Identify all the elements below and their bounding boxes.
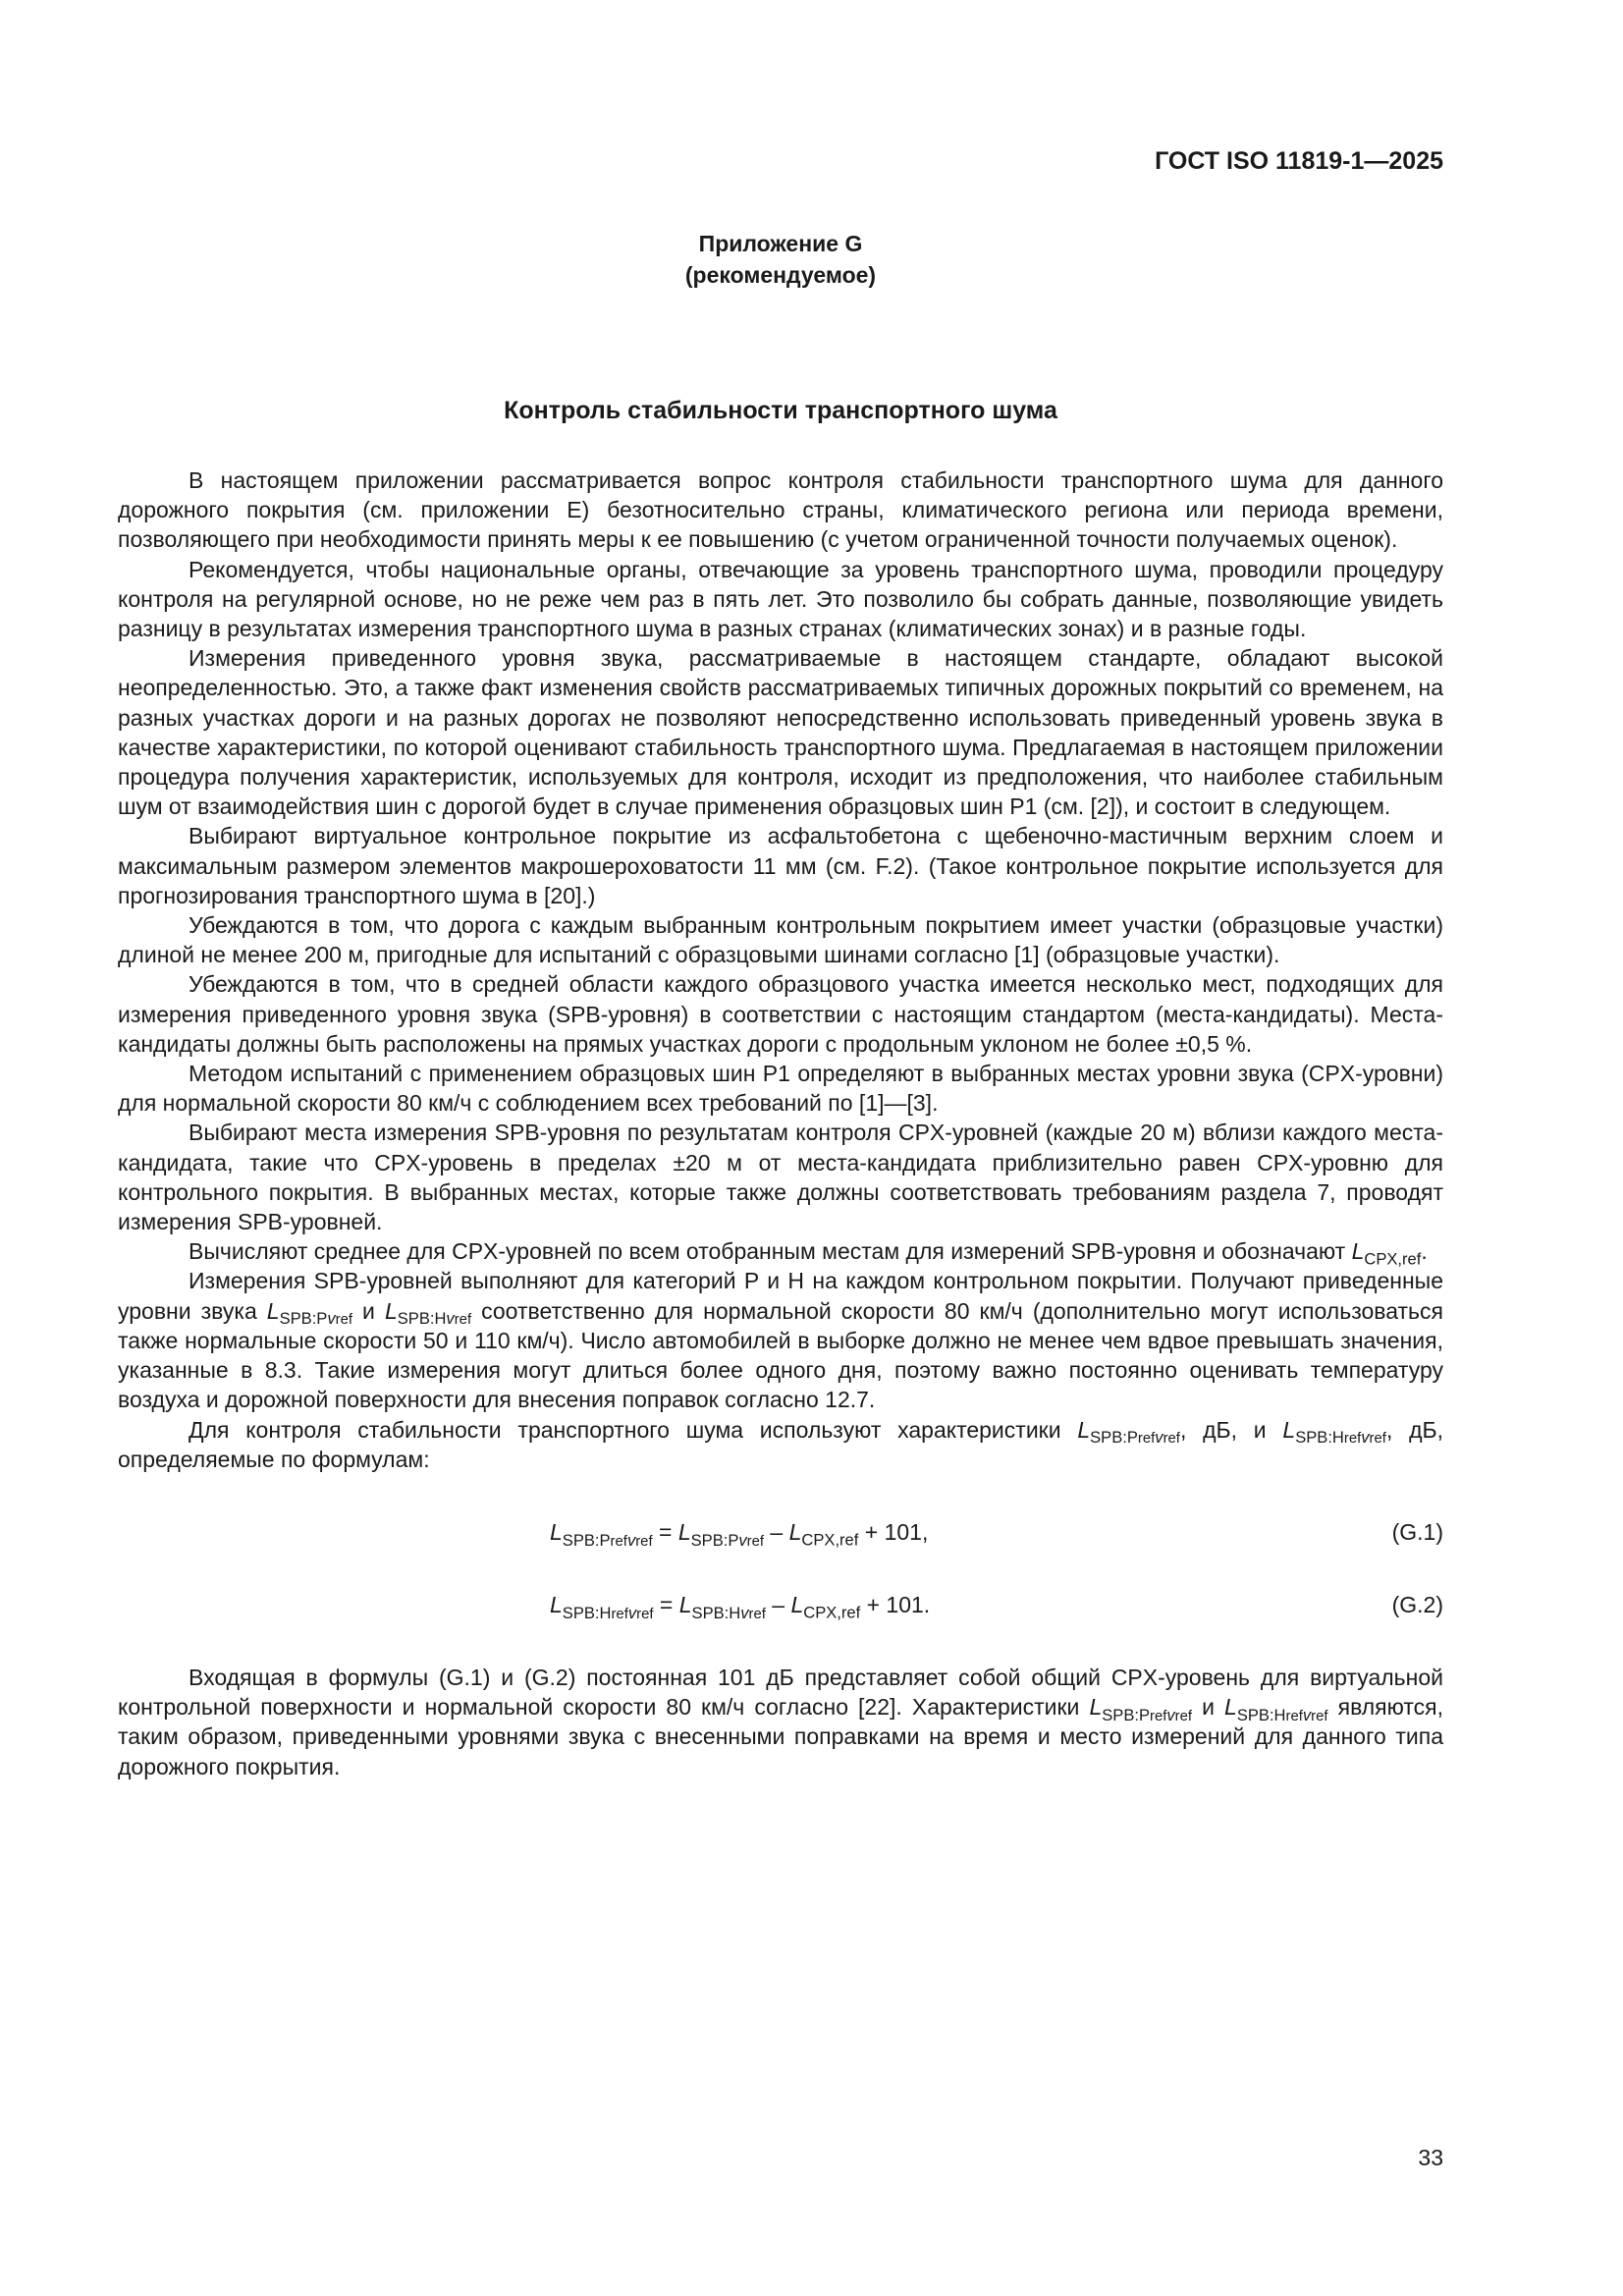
annex-heading	[118, 228, 1443, 291]
paragraph: В настоящем приложении рассматривается вопрос контроля стабильности транспортного шума для данного дорожного покрытия (см. приложении E) безотносительно страны, климатического региона или периода времени, позволяющего при необходимости принять меры к ее повышению (с учетом ограниченной точности получаемых оценок).	[118, 467, 1443, 553]
paragraph: Выбирают виртуальное контрольное покрытие из асфальтобетона с щебеночно-мастичным верхним слоем и максимальным размером элементов макрошероховатости 11 мм (см. F.2). (Такое контрольное покрытие используется для прогнозирования транспортного шума в [20].)	[118, 823, 1443, 908]
paragraph: Измерения приведенного уровня звука, рассматриваемые в настоящем стандарте, обладают высокой неопределенностью. Это, а также факт изменения свойств рассматриваемых типичных дорожных покрытий со временем, на разных участках дороги и на разных дорогах не позволяют непосредственно использовать приведенный уровень звука в качестве характеристики, по которой оценивают стабильность транспортного шума. Предлагаемая в настоящем приложении процедура получения характеристик, используемых для контроля, исходит из предположения, что наиболее стабильным шум от взаимодействия шин с дорогой будет в случае применения образцовых шин P1 (см. [2]), и состоит в следующем.	[118, 645, 1443, 820]
paragraph-mean-cpx: Вычисляют среднее для CPX-уровней по всем отобранным местам для измерений SPB-уровня и обозначают $L_{CPX,ref}$.	[189, 1238, 1428, 1269]
paragraph: Убеждаются в том, что в средней области каждого образцового участка имеется несколько мест, подходящих для измерения приведенного уровня звука (SPB-уровня) в соответствии с настоящим стандартом (места-кандидаты). Места-кандидаты должны быть расположены на прямых участках дороги с продольным уклоном не более ±0,5 %.	[118, 971, 1443, 1057]
paragraph-formulas-intro: Для контроля стабильности транспортного шума используют характеристики $L_{SPB:Prefvref}$, дБ, и $L_{SPB:Hrefvref}$, дБ, определяемые по формулам:	[118, 1416, 1443, 1472]
annex-label: Приложение G	[698, 231, 863, 256]
formula-g2-number: (G.2)	[1391, 1591, 1443, 1617]
paragraph-spb-measurements: Измерения SPB-уровней выполняют для категорий P и H на каждом контрольном покрытии. Получают приведенные уровни звука $L_{SPB:Pvref}$ и $L_{SPB:Hvref}$ соответственно для нормальной скорости 80 км/ч (дополнительно могут использоваться также нормальные скорости 50 и 110 км/ч). Число автомобилей в выборке должно не менее чем вдвое превышать значения, указанные в 8.3. Такие измерения могут длиться более одного дня, поэтому важно постоянно оценивать температуру воздуха и дорожной поверхности для внесения поправок согласно 12.7.	[118, 1268, 1443, 1413]
annex-status: (рекомендуемое)	[684, 262, 877, 288]
paragraph-final: Входящая в формулы (G.1) и (G.2) постоянная 101 дБ представляет собой общий CPX-уровень для виртуальной контрольной поверхности и нормальной скорости 80 км/ч согласно [22]. Характеристики $L_{SPB:Prefvref}$ и $L_{SPB:Hrefvref}$ являются, таким образом, приведенными уровнями звука с внесенными поправками на время и место измерений для данного типа дорожного покрытия.	[118, 1664, 1444, 1779]
section-title: Контроль стабильности транспортного шума	[504, 397, 1057, 424]
document-code: ГОСТ ISO 11819-1—2025	[1155, 147, 1443, 175]
formula-g1	[118, 1517, 1443, 1550]
paragraph: Убеждаются в том, что дорога с каждым выбранным контрольным покрытием имеет участки (образцовые участки) длиной не менее 200 м, пригодные для испытаний с образцовыми шинами согласно [1] (образцовые участки).	[118, 912, 1443, 968]
paragraph: Выбирают места измерения SPB-уровня по результатам контроля CPX-уровней (каждые 20 м) вблизи каждого места-кандидата, такие что CPX-уровень в пределах ±20 м от места-кандидата приблизительно равен CPX-уровню для контрольного покрытия. В выбранных местах, которые также должны соответствовать требованиям раздела 7, проводят измерения SPB-уровней.	[118, 1120, 1443, 1235]
page-number: 33	[1418, 2145, 1443, 2170]
paragraph: Рекомендуется, чтобы национальные органы, отвечающие за уровень транспортного шума, проводили процедуру контроля на регулярной основе, но не реже чем раз в пять лет. Это позволило бы собрать данные, позволяющие увидеть разницу в результатах измерения транспортного шума в разных странах (климатических зонах) и в разные годы.	[118, 556, 1443, 642]
paragraph: Методом испытаний с применением образцовых шин P1 определяют в выбранных местах уровни звука (CPX-уровни) для нормальной скорости 80 км/ч с соблюдением всех требований по [1]—[3].	[118, 1061, 1443, 1117]
formula-g2-expression: $L_{SPB:Hrefvref} = L_{SPB:Hvref} - L_{CPX,ref} + 101$.	[550, 1591, 931, 1622]
formula-g1-number: (G.1)	[1391, 1518, 1443, 1545]
formula-g1-expression: $L_{SPB:Prefvref} = L_{SPB:Pvref} - L_{CPX,ref} + 101$,	[550, 1518, 929, 1550]
formula-g2	[118, 1590, 1443, 1622]
body-text	[118, 465, 1443, 1781]
